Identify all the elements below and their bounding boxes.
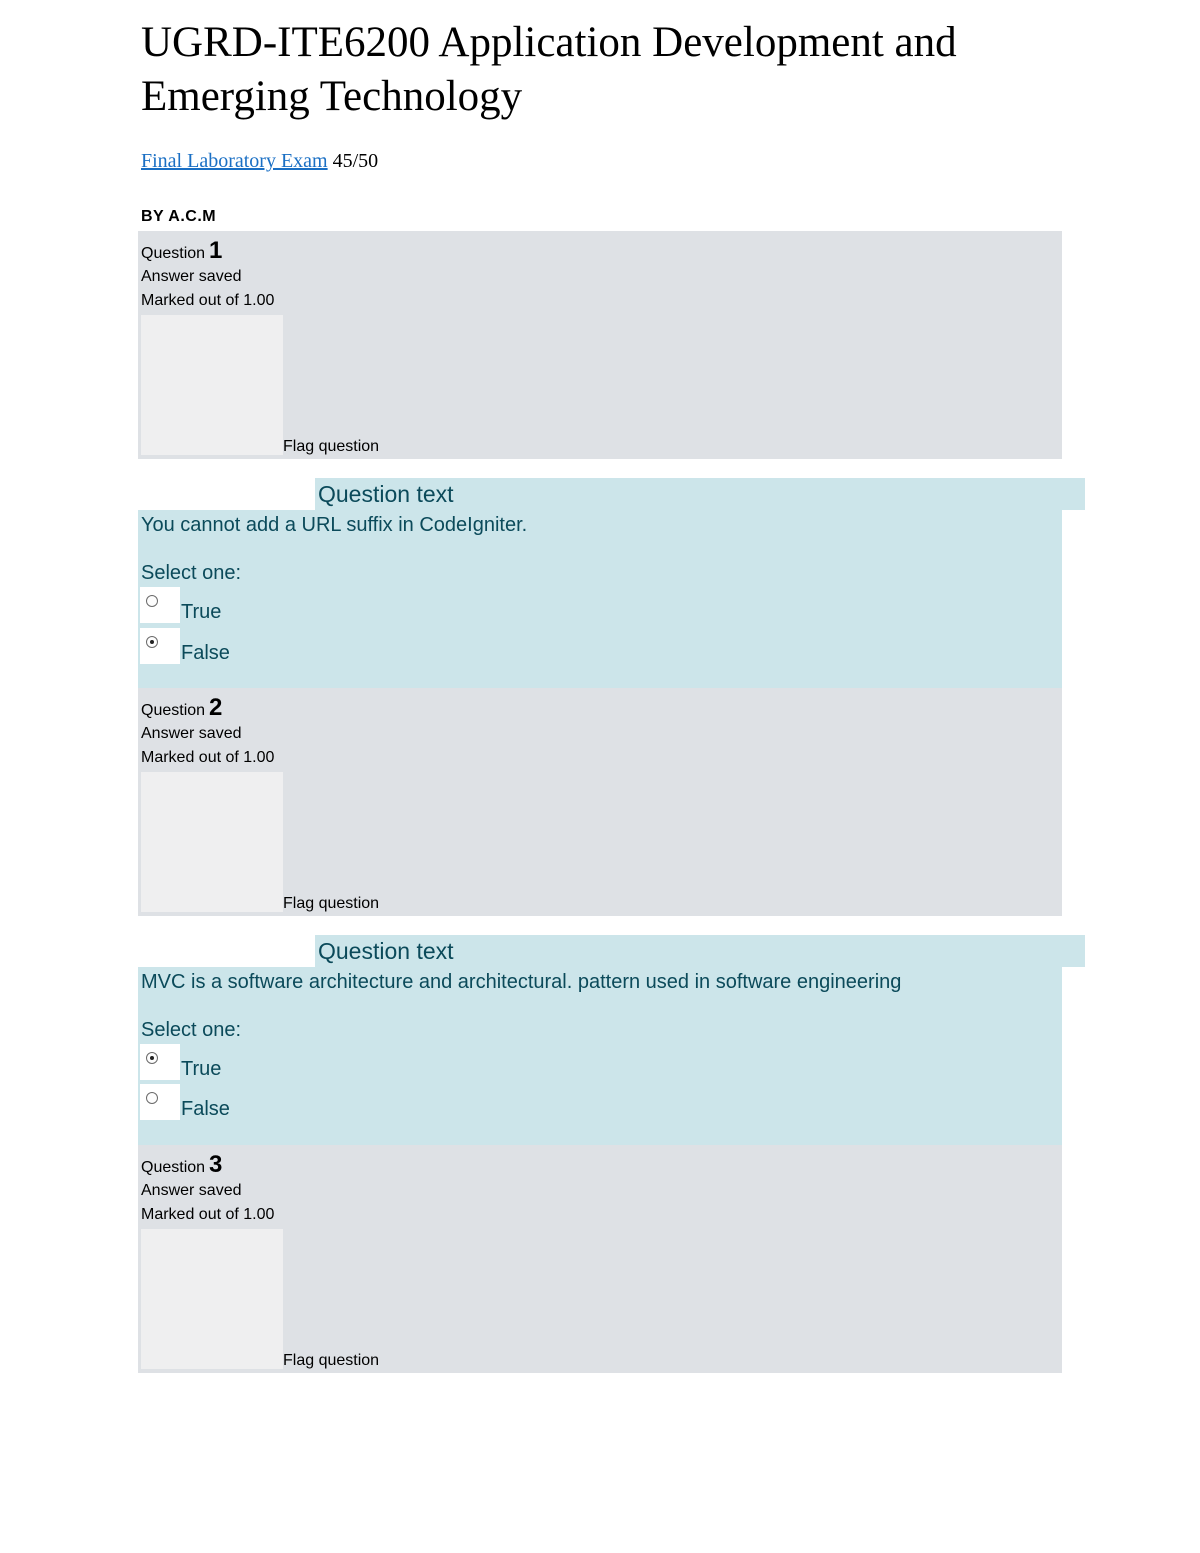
answer-option-true[interactable] bbox=[140, 587, 440, 625]
radio-checked-icon[interactable] bbox=[146, 1052, 158, 1064]
flag-question-link[interactable]: Flag question bbox=[283, 1352, 380, 1369]
radio-unchecked-icon[interactable] bbox=[146, 595, 158, 607]
question-info-3 bbox=[138, 1145, 1062, 1373]
answer-option-true[interactable] bbox=[140, 1044, 440, 1082]
option-label: False bbox=[181, 642, 230, 664]
question-grade: Marked out of 1.00 bbox=[141, 749, 275, 766]
question-number: Question 1 bbox=[141, 237, 223, 264]
select-one-label: Select one: bbox=[141, 1019, 242, 1041]
question-state: Answer saved bbox=[141, 1182, 242, 1199]
flag-icon[interactable] bbox=[141, 315, 283, 455]
radio-checked-icon[interactable] bbox=[146, 636, 158, 648]
question-prompt: MVC is a software architecture and architectural. pattern used in software engineering bbox=[141, 971, 902, 993]
question-state: Answer saved bbox=[141, 268, 242, 285]
question-text-heading: Question text bbox=[315, 935, 1085, 967]
question-info-2 bbox=[138, 688, 1062, 916]
flag-icon[interactable] bbox=[141, 1229, 283, 1369]
option-label: True bbox=[181, 601, 222, 623]
flag-icon[interactable] bbox=[141, 772, 283, 912]
question-grade: Marked out of 1.00 bbox=[141, 292, 275, 309]
question-number: Question 3 bbox=[141, 1151, 223, 1178]
select-one-label: Select one: bbox=[141, 562, 242, 584]
radio-unchecked-icon[interactable] bbox=[146, 1092, 158, 1104]
question-info-1 bbox=[138, 231, 1062, 459]
radio-box bbox=[140, 1044, 180, 1080]
answer-option-false[interactable] bbox=[140, 1084, 440, 1122]
question-body-1 bbox=[138, 510, 1062, 688]
radio-box bbox=[140, 587, 180, 623]
page-title: UGRD-ITE6200 Application Development and Emerging Technology bbox=[141, 19, 957, 120]
question-state: Answer saved bbox=[141, 725, 242, 742]
question-prompt: You cannot add a URL suffix in CodeIgniter. bbox=[141, 514, 528, 536]
question-body-2 bbox=[138, 967, 1062, 1145]
question-text-heading: Question text bbox=[315, 478, 1085, 510]
question-number: Question 2 bbox=[141, 694, 223, 721]
author-credit: BY A.C.M bbox=[141, 208, 217, 225]
flag-question-link[interactable]: Flag question bbox=[283, 438, 380, 455]
radio-box bbox=[140, 628, 180, 664]
exam-link[interactable]: Final Laboratory Exam bbox=[141, 150, 328, 172]
exam-score-line bbox=[141, 150, 378, 173]
question-grade: Marked out of 1.00 bbox=[141, 1206, 275, 1223]
option-label: False bbox=[181, 1098, 230, 1120]
option-label: True bbox=[181, 1058, 222, 1080]
exam-score: 45/50 bbox=[332, 150, 379, 172]
answer-option-false[interactable] bbox=[140, 628, 440, 666]
flag-question-link[interactable]: Flag question bbox=[283, 895, 380, 912]
radio-box bbox=[140, 1084, 180, 1120]
